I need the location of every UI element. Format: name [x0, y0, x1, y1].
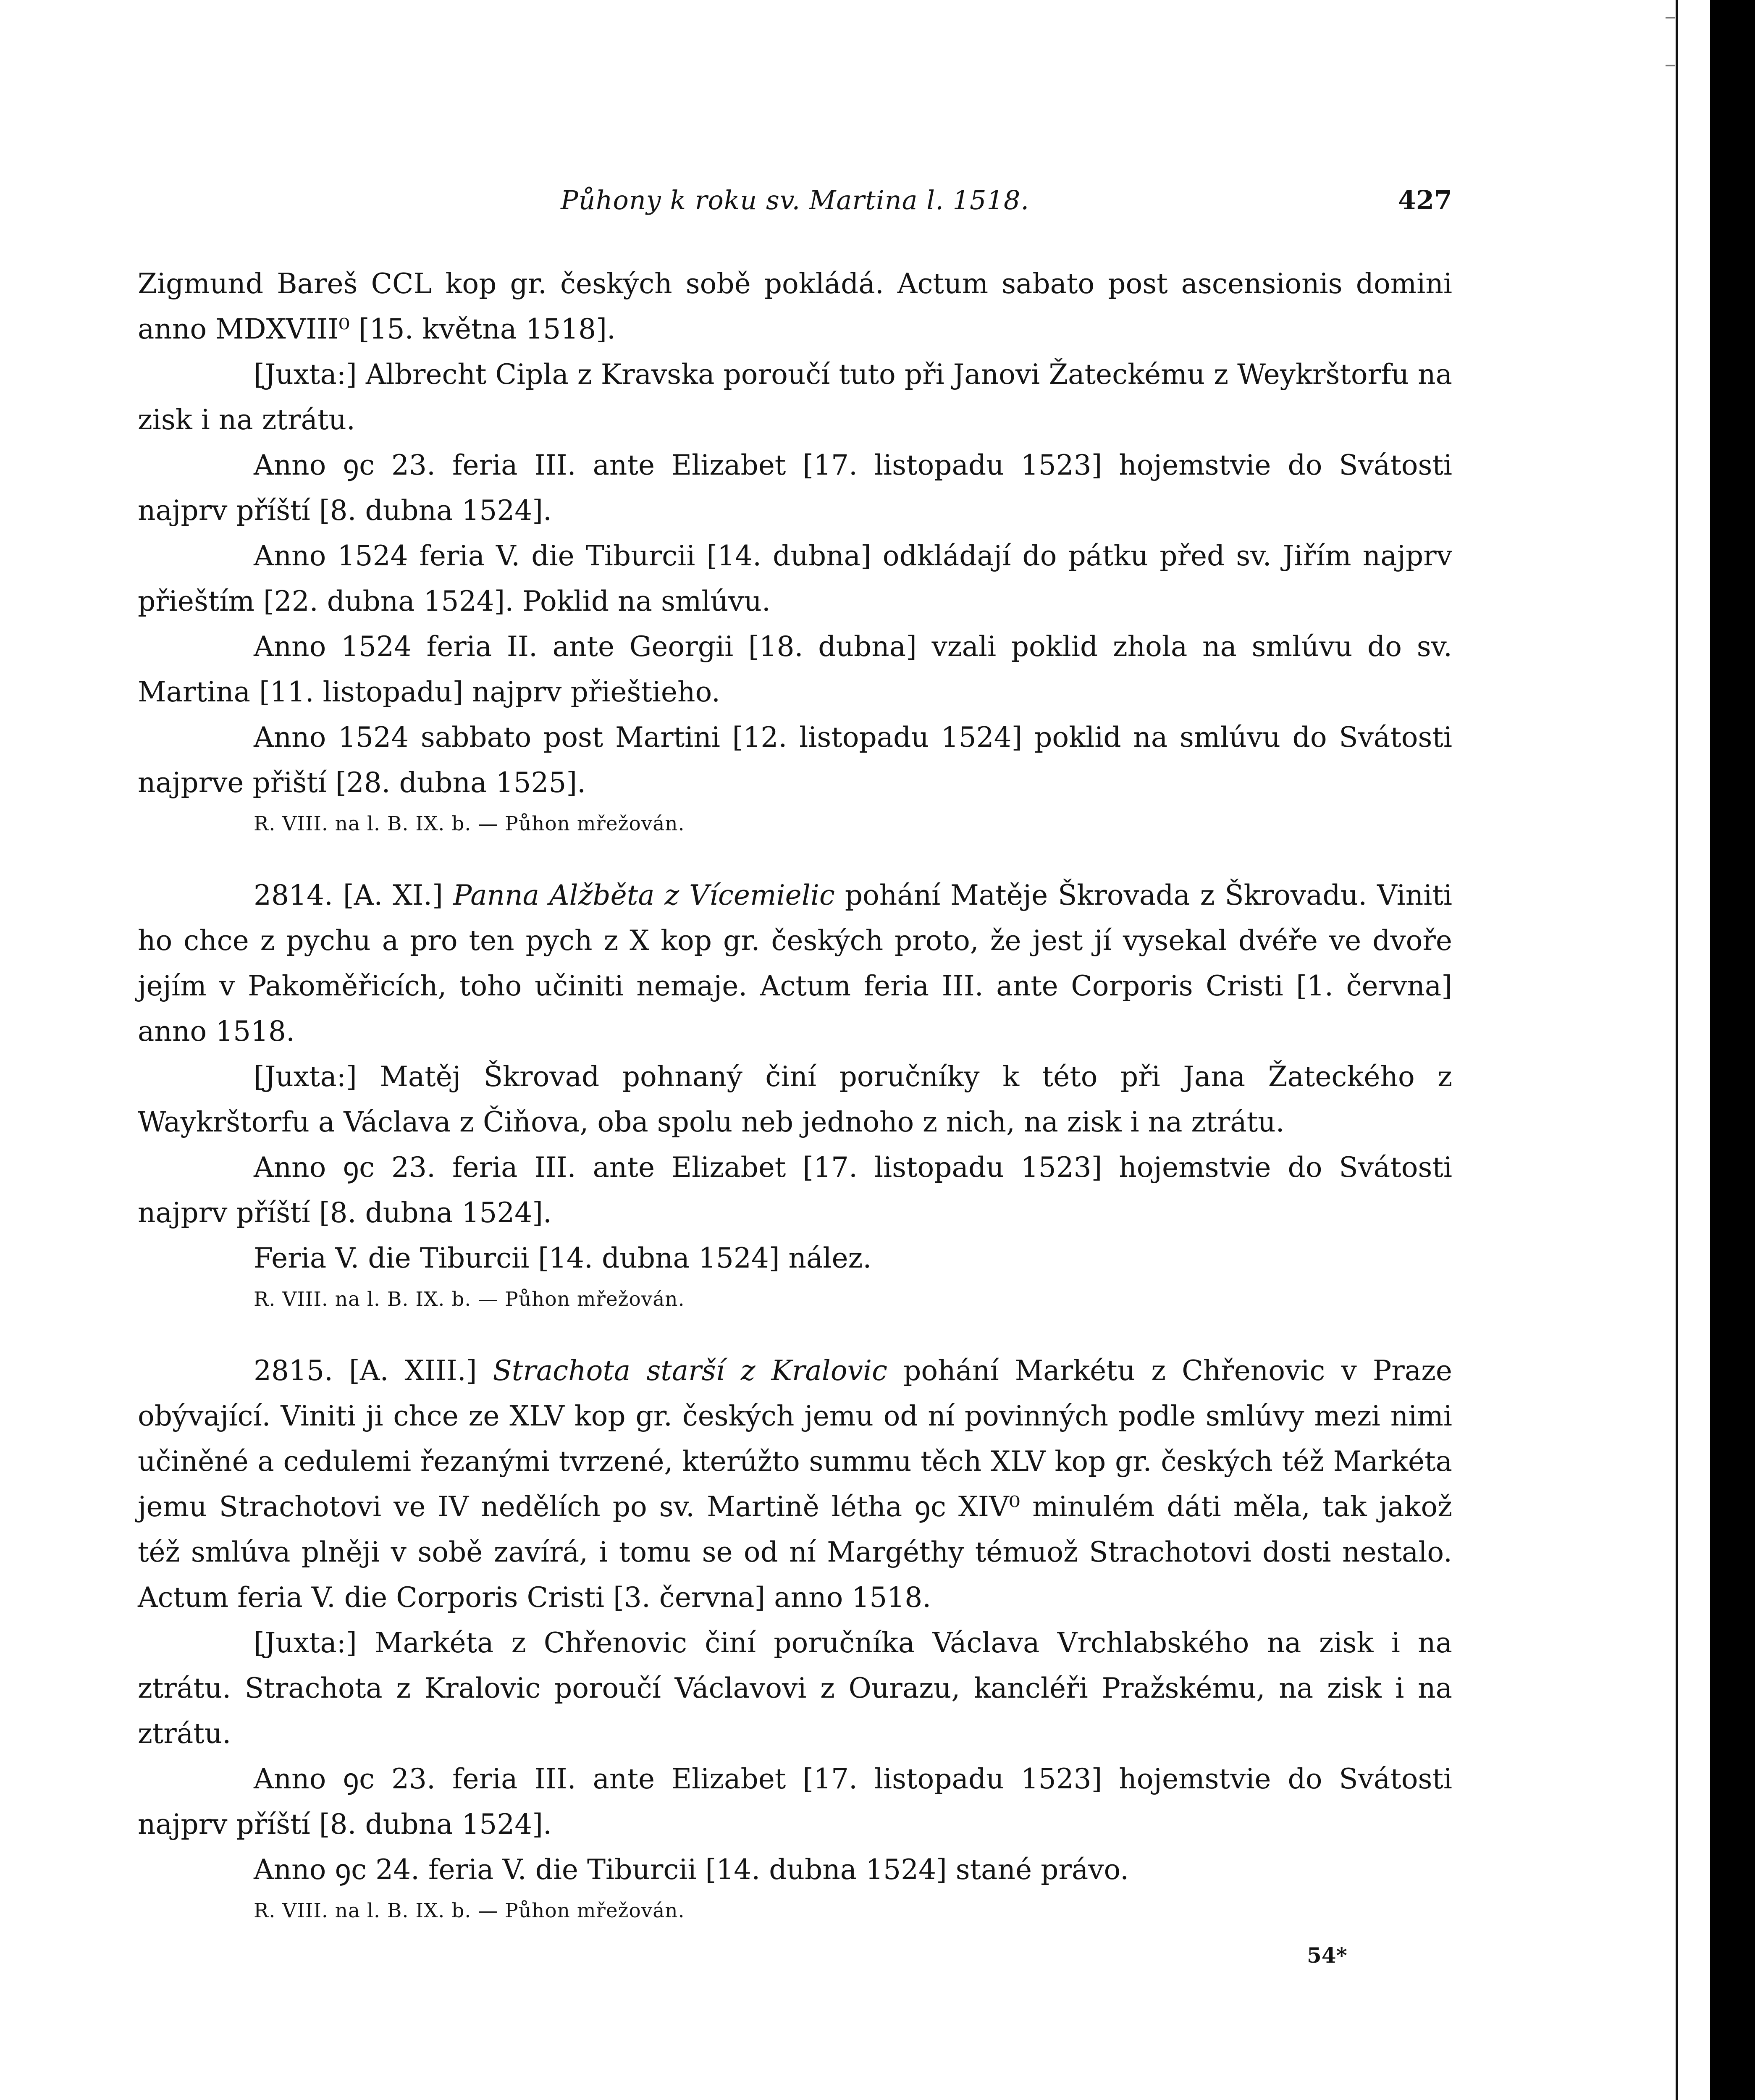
register-note: R. VIII. na l. B. IX. b. — Půhon mřežován.: [254, 1288, 685, 1311]
page-number: 427: [1398, 185, 1452, 215]
paragraph: Zigmund Bareš CCL kop gr. českých sobě pokládá. Actum sabato post ascensionis domini anno MDXVIII⁰ [15. května 1518].: [138, 268, 1452, 345]
entry-lead: [138, 1348, 1452, 1620]
scan-border-right: [1710, 0, 1755, 2100]
paragraph: Feria V. die Tiburcii [14. dubna 1524] nález.: [254, 1242, 872, 1274]
paragraph: Anno ꝯc 23. feria III. ante Elizabet [17. listopadu 1523] hojemstvie do Svátosti najprv příští [8. dubna 1524].: [138, 1151, 1452, 1229]
running-title: Půhony k roku sv. Martina l. 1518.: [560, 185, 1030, 215]
entry-continuation: [138, 261, 1452, 840]
paragraph: Anno 1524 feria II. ante Georgii [18. dubna] vzali poklid zhola na smlúvu do sv. Martina [11. listopadu] najprv přieštieho.: [138, 630, 1452, 708]
entry-text: pohání Matěje Škrovada z Škrovadu. Viniti ho chce z pychu a pro ten pych z X kop gr. českých proto, že jest jí vysekal dvéře ve dvoře jejím v Pakoměřicích, toho učiniti nemaje. Actum feria III. ante Corporis Cristi [1. června] anno 1518.: [138, 879, 1452, 1047]
plaintiff-name: Panna Alžběta z Vícemielic: [453, 879, 835, 911]
paragraph: Anno 1524 feria V. die Tiburcii [14. dubna] odkládají do pátku před sv. Jiřím najprv přieštím [22. dubna 1524]. Poklid na smlúvu.: [138, 540, 1452, 617]
register-note: R. VIII. na l. B. IX. b. — Půhon mřežován.: [254, 812, 685, 835]
paragraph: [Juxta:] Markéta z Chřenovic činí poručníka Václava Vrchlabského na zisk i na ztrátu. Strachota z Kralovic poroučí Václavovi z Ourazu, kancléři Pražskému, na zisk i na ztrátu.: [138, 1627, 1452, 1750]
page: [138, 185, 1452, 1927]
paragraph: Anno ꝯc 24. feria V. die Tiburcii [14. dubna 1524] stané právo.: [254, 1853, 1129, 1886]
entry-2814: [138, 873, 1452, 1315]
scan-edge-line: [1676, 0, 1678, 2100]
plaintiff-name: Strachota starší z Kralovic: [493, 1354, 887, 1387]
paragraph: [Juxta:] Matěj Škrovad pohnaný činí poručníky k této při Jana Žateckého z Waykrštorfu a Václava z Čiňova, oba spolu neb jednoho z nich, na zisk i na ztrátu.: [138, 1060, 1452, 1138]
entry-2815: [138, 1348, 1452, 1927]
paragraph: Anno 1524 sabbato post Martini [12. listopadu 1524] poklid na smlúvu do Svátosti najprve přiští [28. dubna 1525].: [138, 721, 1452, 799]
running-head: [138, 185, 1452, 223]
page-body: [138, 261, 1452, 1927]
entry-number: 2815. [A. XIII.]: [254, 1354, 477, 1387]
scan-edge-marks: [1666, 17, 1675, 66]
paragraph: Anno ꝯc 23. feria III. ante Elizabet [17. listopadu 1523] hojemstvie do Svátosti najprv příští [8. dubna 1524].: [138, 449, 1452, 527]
paragraph: Anno ꝯc 23. feria III. ante Elizabet [17. listopadu 1523] hojemstvie do Svátosti najprv příští [8. dubna 1524].: [138, 1763, 1452, 1840]
entry-lead: [138, 873, 1452, 1054]
register-note: R. VIII. na l. B. IX. b. — Půhon mřežován.: [254, 1899, 685, 1922]
entry-number: 2814. [A. XI.]: [254, 879, 443, 911]
paragraph: [Juxta:] Albrecht Cipla z Kravska poroučí tuto při Janovi Žateckému z Weykrštorfu na zisk i na ztrátu.: [138, 358, 1452, 436]
signature-mark: 54*: [1307, 1943, 1347, 1968]
entry-text: pohání Markétu z Chřenovic v Praze obývající. Viniti ji chce ze XLV kop gr. českých jemu od ní povinných podle smlúvy mezi nimi učiněné a cedulemi řezanými tvrzené, kterúžto summu těch XLV kop gr. českých též Markéta jemu Strachotovi ve IV nedělích po sv. Martině létha ꝯc XIV⁰ minulém dáti měla, tak jakož též smlúva plněji v sobě zavírá, i tomu se od ní Margéthy témuož Strachotovi dosti nestalo. Actum feria V. die Corporis Cristi [3. června] anno 1518.: [138, 1354, 1452, 1614]
